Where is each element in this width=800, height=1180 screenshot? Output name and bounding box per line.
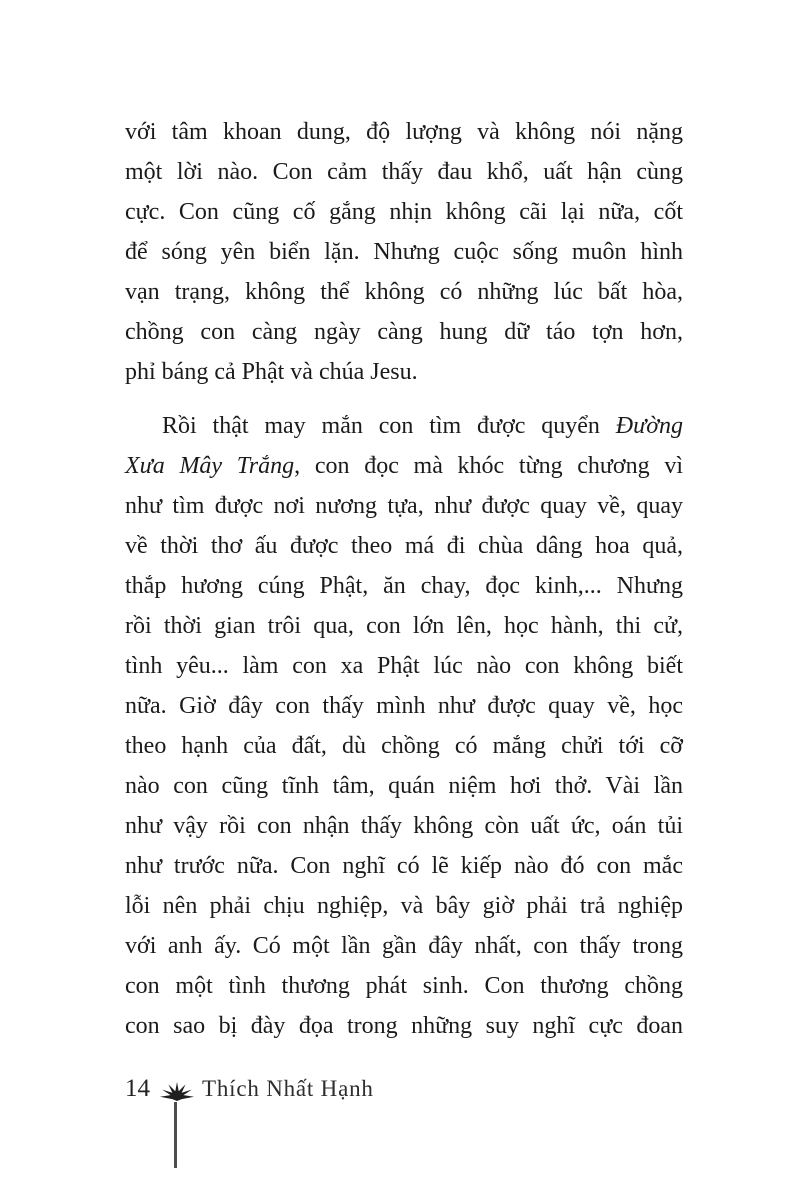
text-segment: tình yêu... làm con xa Phật lúc nào con không biết: [125, 653, 683, 679]
paragraph: [125, 406, 683, 1046]
italic-book-title-text: Xưa Mây Trắng: [125, 453, 295, 479]
page-number: 14: [125, 1075, 150, 1102]
text-segment: Rồi thật may mắn con tìm được quyển: [162, 413, 616, 439]
text-segment: để sóng yên biển lặn. Nhưng cuộc sống muôn hình: [125, 239, 683, 265]
text-segment: chồng con càng ngày càng hung dữ táo tợn hơn,: [125, 319, 683, 345]
text-line: [125, 352, 683, 392]
text-line: [125, 686, 683, 726]
text-segment: một lời nào. Con cảm thấy đau khổ, uất hận cùng: [125, 159, 683, 185]
text-segment: như trước nữa. Con nghĩ có lẽ kiếp nào đó con mắc: [125, 853, 683, 879]
text-segment: con một tình thương phát sinh. Con thương chồng: [125, 973, 683, 999]
text-line: [125, 152, 683, 192]
text-segment: , con đọc mà khóc từng chương vì: [294, 453, 683, 479]
text-line: [125, 766, 683, 806]
text-line: [125, 566, 683, 606]
text-segment: lỗi nên phải chịu nghiệp, và bây giờ phải trả nghiệp: [125, 893, 683, 919]
text-segment: nữa. Giờ đây con thấy mình như được quay về, học: [125, 693, 683, 719]
text-segment: với tâm khoan dung, độ lượng và không nói nặng: [125, 119, 683, 145]
lotus-stem-line: [174, 1102, 177, 1168]
text-line: [125, 966, 683, 1006]
text-segment: vạn trạng, không thể không có những lúc bất hòa,: [125, 279, 683, 305]
text-segment: theo hạnh của đất, dù chồng có mắng chửi tới cỡ: [125, 733, 683, 759]
text-segment: với anh ấy. Có một lần gần đây nhất, con thấy trong: [125, 933, 683, 959]
running-title: Thích Nhất Hạnh: [202, 1076, 374, 1101]
text-line: [125, 646, 683, 686]
text-line: [125, 112, 683, 152]
text-line: [125, 526, 683, 566]
lotus-flower-icon: [158, 1077, 196, 1105]
text-line: [125, 312, 683, 352]
text-line: [125, 192, 683, 232]
text-segment: con sao bị đày đọa trong những suy nghĩ cực đoan: [125, 1013, 683, 1039]
body-text: [125, 112, 683, 1046]
page-footer: [125, 1072, 374, 1106]
text-line: [125, 232, 683, 272]
text-segment: thắp hương cúng Phật, ăn chay, đọc kinh,... Nhưng: [125, 573, 683, 599]
text-segment: rồi thời gian trôi qua, con lớn lên, học hành, thi cử,: [125, 613, 683, 639]
text-line: [125, 806, 683, 846]
text-line: [125, 1006, 683, 1046]
text-segment: về thời thơ ấu được theo má đi chùa dâng hoa quả,: [125, 533, 683, 559]
text-segment: nào con cũng tĩnh tâm, quán niệm hơi thở. Vài lần: [125, 773, 683, 799]
text-line: [125, 846, 683, 886]
text-line: [125, 606, 683, 646]
text-line: [125, 926, 683, 966]
text-segment: cực. Con cũng cố gắng nhịn không cãi lại nữa, cốt: [125, 199, 683, 225]
text-line: [125, 486, 683, 526]
text-segment: như tìm được nơi nương tựa, như được quay về, quay: [125, 493, 683, 519]
text-segment: như vậy rồi con nhận thấy không còn uất ức, oán tủi: [125, 813, 683, 839]
text-line: [125, 272, 683, 312]
text-line: [125, 726, 683, 766]
text-segment: phỉ báng cả Phật và chúa Jesu.: [125, 359, 418, 385]
paragraph: [125, 112, 683, 392]
text-line: [125, 886, 683, 926]
text-line: [125, 406, 683, 446]
text-line: [125, 446, 683, 486]
italic-book-title-text: Đường: [615, 413, 683, 439]
